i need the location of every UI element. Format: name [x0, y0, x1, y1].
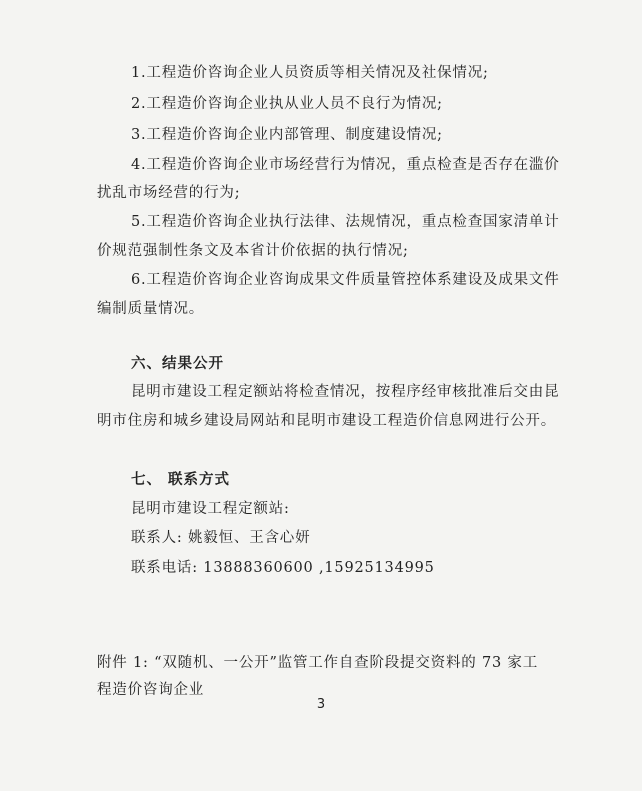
- section-6-body-line-1: 昆明市建设工程定额站将检查情况，按程序经审核批准后交由昆: [131, 384, 560, 400]
- contact-org: 昆明市建设工程定额站:: [131, 501, 290, 517]
- item-6-line-1: 6.工程造价咨询企业咨询成果文件质量管控体系建设及成果文件: [131, 272, 560, 288]
- contact-persons: 联系人: 姚毅恒、王含心妍: [131, 530, 311, 546]
- page-number: 3: [316, 697, 326, 712]
- section-6-body-line-2: 明市住房和城乡建设局网站和昆明市建设工程造价信息网进行公开。: [97, 413, 556, 429]
- item-4-line-1: 4.工程造价咨询企业市场经营行为情况，重点检查是否存在滥价: [131, 157, 560, 173]
- section-7-heading: 七、 联系方式: [131, 471, 231, 488]
- item-6-line-2: 编制质量情况。: [97, 301, 205, 317]
- item-1: 1.工程造价咨询企业人员资质等相关情况及社保情况;: [131, 65, 489, 81]
- attachment-line-1: 附件 1: “双随机、一公开”监管工作自查阶段提交资料的 73 家工: [97, 655, 539, 671]
- item-2: 2.工程造价咨询企业执从业人员不良行为情况;: [131, 96, 443, 112]
- section-6-heading: 六、结果公开: [131, 355, 224, 372]
- item-5-line-2: 价规范强制性条文及本省计价依据的执行情况;: [97, 243, 409, 259]
- item-3: 3.工程造价咨询企业内部管理、制度建设情况;: [131, 127, 443, 143]
- item-5-line-1: 5.工程造价咨询企业执行法律、法规情况，重点检查国家清单计: [131, 214, 560, 230]
- item-4-line-2: 扰乱市场经营的行为;: [97, 185, 241, 201]
- attachment-line-2: 程造价咨询企业: [97, 682, 205, 698]
- contact-phone: 联系电话: 13888360600 ,15925134995: [131, 560, 435, 576]
